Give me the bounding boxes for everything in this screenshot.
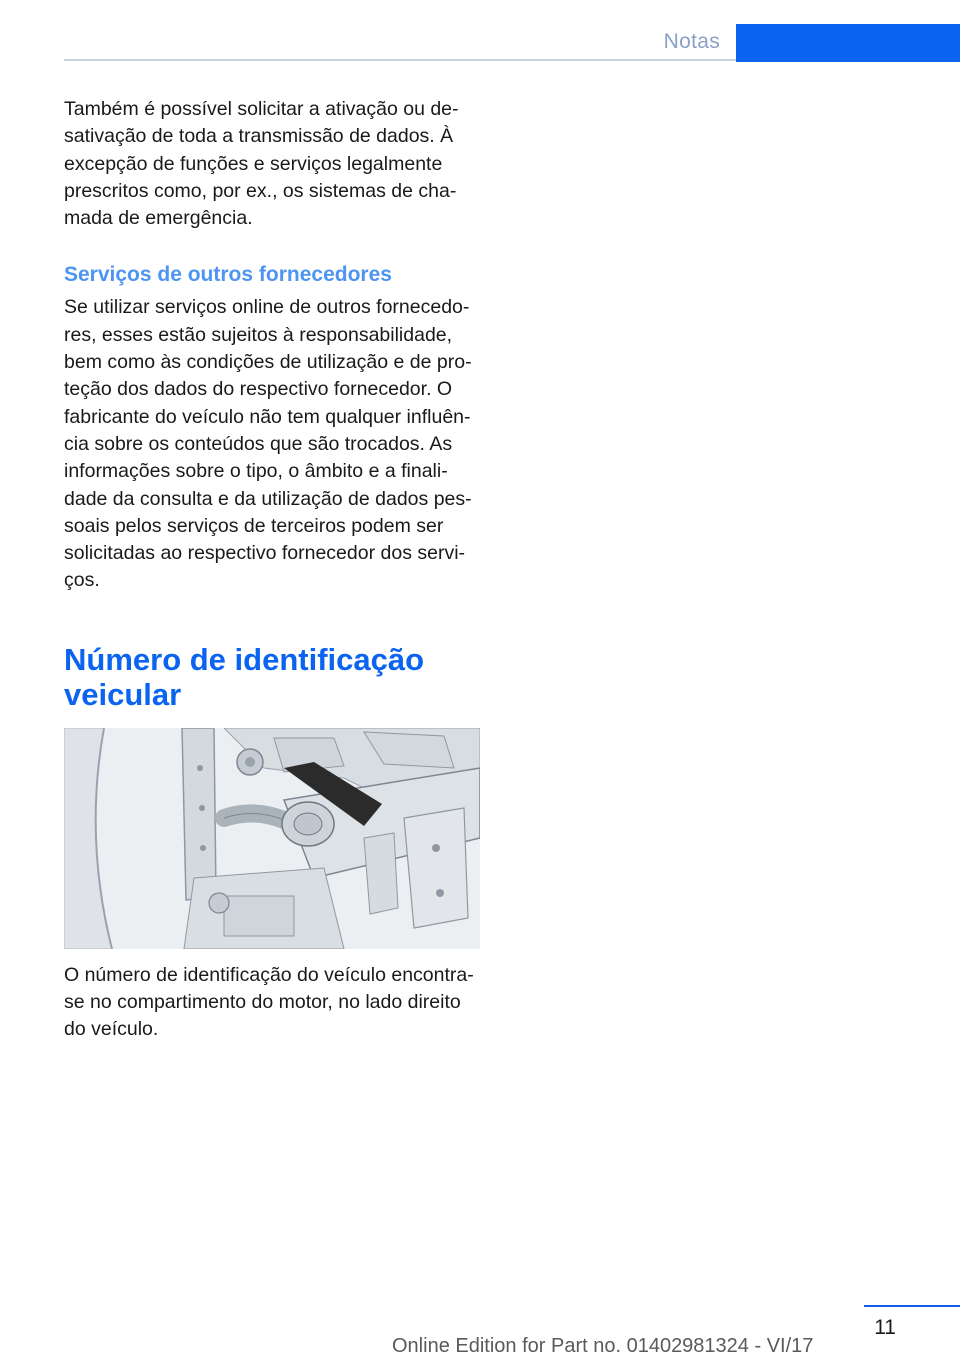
engine-compartment-drawing xyxy=(64,728,480,949)
main-content xyxy=(64,96,484,1044)
header-rule xyxy=(64,59,736,61)
section-heading-vin: Número de identificação veicular xyxy=(64,641,425,712)
subheading-third-party-services: Serviços de outros fornecedores xyxy=(64,263,392,287)
header-section-title: Notas xyxy=(663,30,720,53)
footer-rule xyxy=(864,1305,960,1307)
online-edition-note: Online Edition for Part no. 01402981324 - VI/17 xyxy=(392,1335,814,1357)
paragraph-vin-location: O número de identificação do veículo encontra-se no compartimento do motor, no lado direito do veículo. xyxy=(64,963,474,1041)
header-tab-marker xyxy=(736,24,960,62)
paragraph-data-transmission: Também é possível solicitar a ativação ou desativação de toda a transmissão de dados. À excepção de funções e serviços legalmente prescritos como, por ex., os sistemas de chamada de emergência. xyxy=(64,98,459,230)
engine-compartment-illustration xyxy=(64,728,480,949)
paragraph-third-party-services: Se utilizar serviços online de outros fornecedores, esses estão sujeitos à responsabilidade, bem como às condições de utilização e de proteção dos dados do respectivo fornecedor. O fabricante do veículo não tem qualquer influência sobre os conteúdos que são trocados. As informações sobre o tipo, o âmbito e a finalidade da consulta e da utilização de dados pessoais pelos serviços de terceiros podem ser solicitadas ao respectivo fornecedor dos serviços. xyxy=(64,296,472,592)
page-number: 11 xyxy=(874,1316,896,1339)
